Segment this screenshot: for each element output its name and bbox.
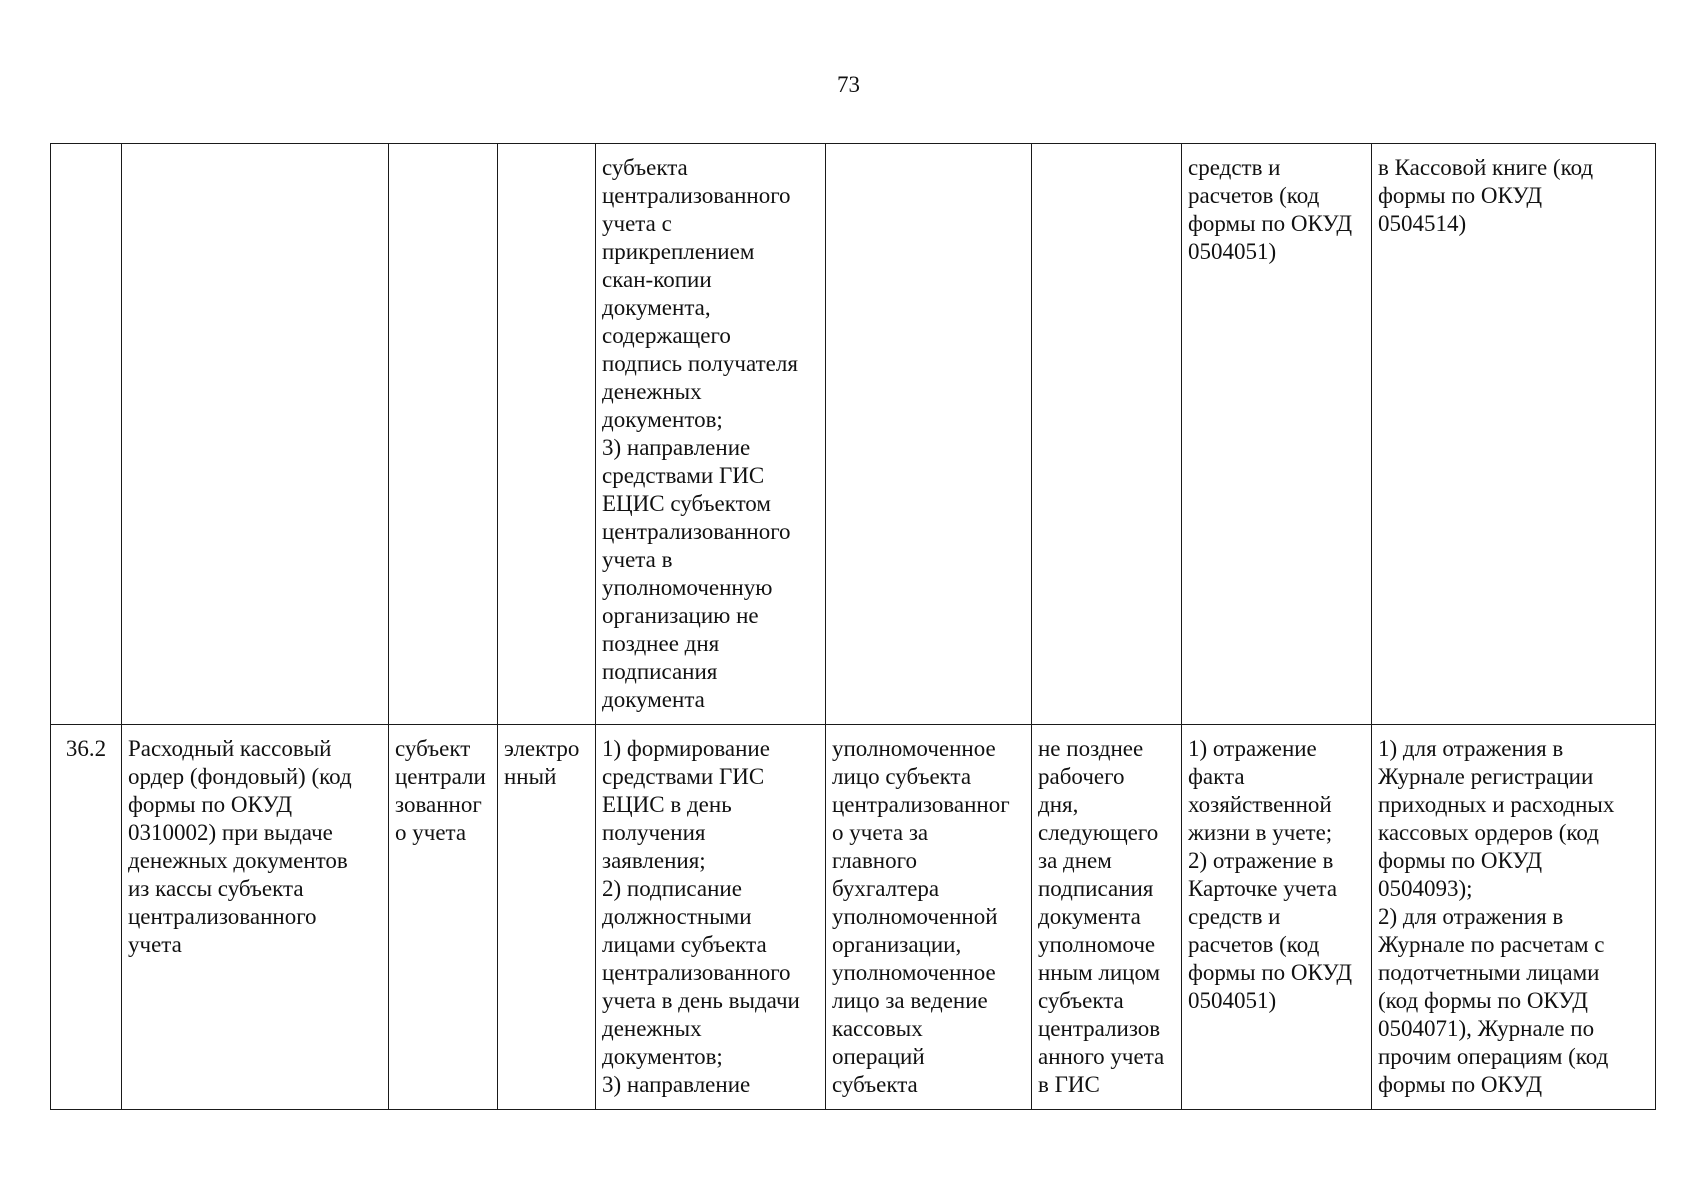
cell-signer: уполномоченное лицо субъекта централизованног о учета за главного бухгалтера уполномоченной организации, уполномоченное лицо за ведение кассовых операций субъекта xyxy=(826,725,1032,1110)
cell-accounting-use: 1) отражение факта хозяйственной жизни в учете; 2) отражение в Карточке учета средств и расчетов (код формы по ОКУД 0504051) xyxy=(1182,725,1372,1110)
table-row xyxy=(51,725,1656,1110)
page-number: 73 xyxy=(837,72,860,97)
cell-document-name xyxy=(122,144,389,725)
document-table xyxy=(50,143,1656,1110)
cell-register-use: 1) для отражения в Журнале регистрации приходных и расходных кассовых ордеров (код формы по ОКУД 0504093); 2) для отражения в Журнале по расчетам с подотчетными лицами (код формы по ОКУД 0504071), Журнале по прочим операциям (код формы по ОКУД xyxy=(1372,725,1656,1110)
cell-procedure: 1) формирование средствами ГИС ЕЦИС в день получения заявления; 2) подписание должностными лицами субъекта централизованного учета в день выдачи денежных документов; 3) направление xyxy=(596,725,826,1110)
cell-format xyxy=(498,144,596,725)
cell-number xyxy=(51,144,122,725)
cell-composer: субъект централи зованног о учета xyxy=(389,725,498,1110)
cell-deadline xyxy=(1032,144,1182,725)
cell-document-name: Расходный кассовый ордер (фондовый) (код формы по ОКУД 0310002) при выдаче денежных документов из кассы субъекта централизованного учета xyxy=(122,725,389,1110)
cell-number: 36.2 xyxy=(51,725,122,1110)
cell-signer xyxy=(826,144,1032,725)
cell-register-use: в Кассовой книге (код формы по ОКУД 0504514) xyxy=(1372,144,1656,725)
cell-procedure: субъекта централизованного учета с прикреплением скан-копии документа, содержащего подпись получателя денежных документов; 3) направление средствами ГИС ЕЦИС субъектом централизованного учета в уполномоченную организацию не позднее дня подписания документа xyxy=(596,144,826,725)
cell-deadline: не позднее рабочего дня, следующего за днем подписания документа уполномоче нным лицом субъекта централизов анного учета в ГИС xyxy=(1032,725,1182,1110)
table-row xyxy=(51,144,1656,725)
cell-format: электро нный xyxy=(498,725,596,1110)
cell-composer xyxy=(389,144,498,725)
cell-accounting-use: средств и расчетов (код формы по ОКУД 0504051) xyxy=(1182,144,1372,725)
